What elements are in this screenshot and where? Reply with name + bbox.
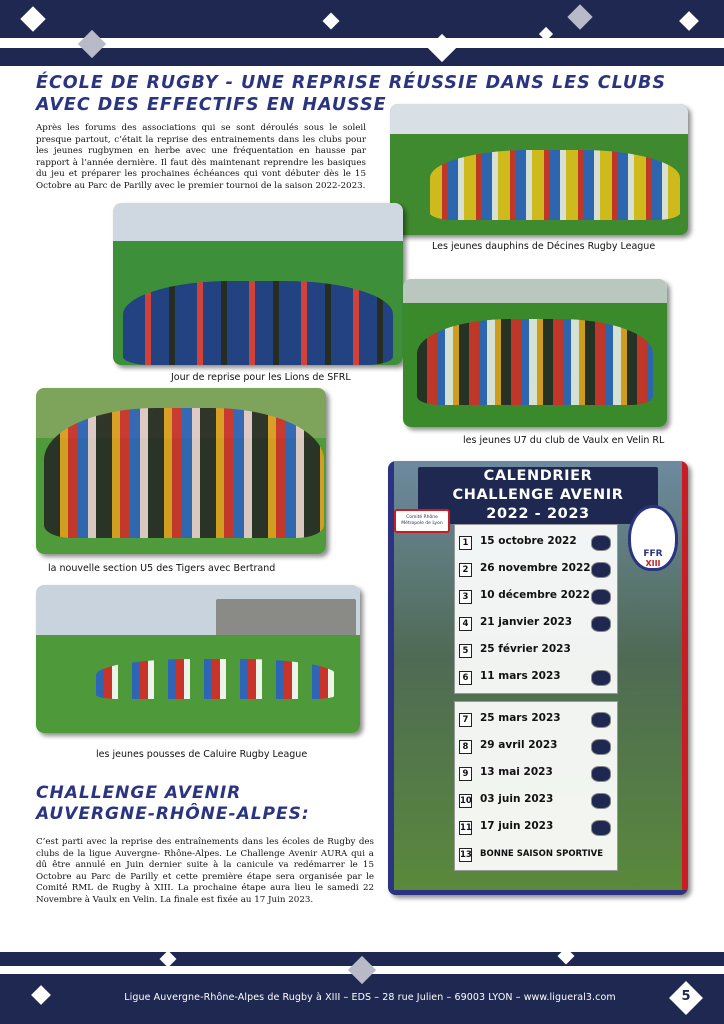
- date-label: 03 juin 2023: [480, 793, 554, 805]
- photo-caption: Les jeunes dauphins de Décines Rugby League: [432, 241, 656, 252]
- date-label: 15 octobre 2022: [480, 535, 577, 547]
- club-logo-icon: [591, 712, 611, 728]
- date-label: 21 janvier 2023: [480, 616, 573, 628]
- date-label: 10 décembre 2022: [480, 589, 590, 601]
- poster-title-box: [418, 467, 658, 524]
- date-label: BONNE SAISON SPORTIVE: [480, 849, 604, 859]
- photo-tigers: [36, 388, 326, 554]
- page-number: 5: [681, 989, 691, 1004]
- photo-vaulx: [403, 279, 667, 427]
- date-row: [459, 792, 615, 812]
- photo-sfrl: [113, 203, 403, 365]
- date-label: 25 février 2023: [480, 643, 571, 655]
- date-number: 2: [459, 563, 472, 577]
- date-label: 26 novembre 2022: [480, 562, 591, 574]
- club-logo-icon: [591, 562, 611, 578]
- date-row: [459, 561, 615, 581]
- poster-title: CHALLENGE AVENIR: [452, 487, 624, 503]
- club-logo-icon: [591, 820, 611, 836]
- club-logo-icon: [591, 535, 611, 551]
- date-label: 25 mars 2023: [480, 712, 561, 724]
- date-number: 10: [460, 796, 472, 806]
- comite-logo: Comité Rhône Métropole de Lyon: [394, 509, 450, 533]
- date-row: [459, 669, 615, 689]
- date-row: [459, 615, 615, 635]
- date-row: [459, 534, 615, 554]
- header-band: [0, 0, 724, 66]
- photo-caluire: [36, 585, 360, 733]
- calendar-list: [454, 701, 618, 871]
- photo-caption: les jeunes U7 du club de Vaulx en Velin RL: [463, 435, 665, 446]
- ffr-label: FFR: [643, 549, 663, 559]
- poster-season: 2022 - 2023: [486, 506, 590, 522]
- club-logo-icon: [591, 616, 611, 632]
- date-number: 5: [459, 644, 472, 658]
- date-label: 13 mai 2023: [480, 766, 553, 778]
- date-number: 9: [459, 767, 472, 781]
- date-row: [459, 738, 615, 758]
- date-number: 3: [459, 590, 472, 604]
- date-label: 17 juin 2023: [480, 820, 554, 832]
- header-divider: [0, 38, 724, 48]
- date-number: 1: [459, 536, 472, 550]
- date-row: [459, 846, 615, 866]
- club-logo-icon: [591, 766, 611, 782]
- photo-caption: Jour de reprise pour les Lions de SFRL: [171, 372, 351, 383]
- date-number: 6: [459, 671, 472, 685]
- date-number: 4: [459, 617, 472, 631]
- club-logo-icon: [591, 793, 611, 809]
- section-body: C’est parti avec la reprise des entraînements dans les écoles de Rugby des clubs de la ligue Auvergne- Rhône-Alpes. Le Challenge Avenir AURA qui a dû être annulé en Juin dernier suite à la canicule va redémarrer le 15 Octobre au Parc de Parilly et cette première étape sera organisée par le Comité RML de Rugby à XIII. La prochaine étape aura lieu le samedi 22 Novembre à Vaulx en Velin. La finale est fixée au 17 Juin 2023.: [36, 837, 374, 905]
- ffr-sub-label: XIII: [645, 559, 661, 568]
- calendar-poster: [388, 461, 688, 895]
- date-row: [459, 642, 615, 662]
- footer-address: Ligue Auvergne-Rhône-Alpes de Rugby à XIII – EDS – 28 rue Julien – 69003 LYON – www.ligueral3.com: [124, 992, 616, 1003]
- date-label: 29 avril 2023: [480, 739, 558, 751]
- photo-caption: la nouvelle section U5 des Tigers avec Bertrand: [48, 563, 276, 574]
- date-number: 7: [459, 713, 472, 727]
- poster-title: CALENDRIER: [483, 468, 593, 484]
- date-label: 11 mars 2023: [480, 670, 561, 682]
- club-logo-icon: [591, 739, 611, 755]
- section-title: CHALLENGE AVENIR AUVERGNE-RHÔNE-ALPES:: [36, 783, 310, 824]
- date-number: 13: [460, 850, 472, 860]
- club-logo-icon: [591, 589, 611, 605]
- article-title: ÉCOLE DE RUGBY - UNE REPRISE RÉUSSIE DANS LES CLUBS AVEC DES EFFECTIFS EN HAUSSE: [36, 73, 666, 115]
- article-body: Après les forums des associations qui se sont déroulés sous le soleil presque partout, c’était la reprise des entrainements dans les clubs pour les jeunes rugbymen en herbe avec une fréquentation en hausse par rapport à l’année dernière. Il faut dès maintenant reprendre les basiques du jeu et préparer les prochaines échéances qui vont débuter dès le 15 Octobre au Parc de Parilly avec le premier tournoi de la saison 2022-2023.: [36, 123, 366, 191]
- date-row: [459, 819, 615, 839]
- club-logo-icon: [591, 670, 611, 686]
- photo-decines: [390, 104, 688, 235]
- photo-caption: les jeunes pousses de Caluire Rugby League: [96, 749, 308, 760]
- date-row: [459, 711, 615, 731]
- date-number: 8: [459, 740, 472, 754]
- date-row: [459, 765, 615, 785]
- date-number: 11: [460, 823, 472, 833]
- date-row: [459, 588, 615, 608]
- calendar-list: [454, 524, 618, 694]
